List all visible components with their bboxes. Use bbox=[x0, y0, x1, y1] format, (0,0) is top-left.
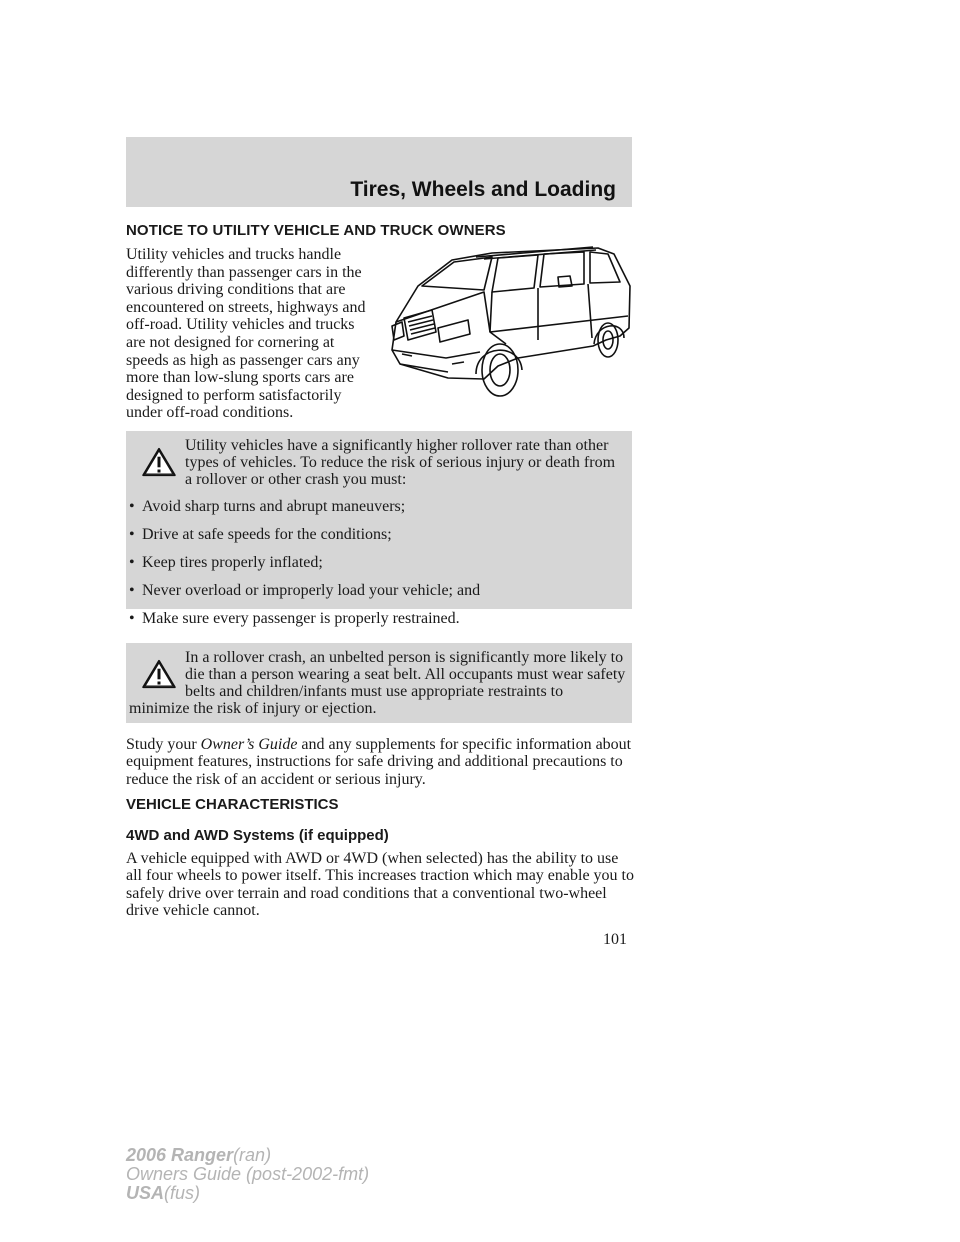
section-title: Tires, Wheels and Loading bbox=[350, 178, 616, 201]
notice-text: Utility vehicles and trucks handle differently than passenger cars in the various driving conditions that are encountered on streets, highways and off-road. Utility vehicles and trucks are not designed for cornering at speeds as high as passenger cars any more than low-slung sports cars are designed to perform satisfactorily under off-road conditions. bbox=[126, 246, 366, 422]
rollover-warning-list bbox=[129, 498, 626, 627]
seatbelt-warning-box bbox=[126, 643, 632, 723]
header-band bbox=[126, 137, 632, 207]
rollover-warning-text: Utility vehicles have a significantly higher rollover rate than other types of vehicles. To reduce the risk of serious injury or death from a rollover or other crash you must: bbox=[185, 437, 616, 488]
rollover-warning-box bbox=[126, 431, 632, 627]
notice-heading: NOTICE TO UTILITY VEHICLE AND TRUCK OWNERS bbox=[126, 222, 506, 239]
list-item: • Make sure every passenger is properly restrained. bbox=[129, 610, 626, 627]
footer-guide-format: Owners Guide (post-2002-fmt) bbox=[126, 1164, 370, 1184]
vehicle-characteristics-heading: VEHICLE CHARACTERISTICS bbox=[126, 796, 339, 813]
study-paragraph bbox=[126, 736, 636, 788]
page-number: 101 bbox=[603, 931, 627, 948]
study-prefix: Study your bbox=[126, 736, 201, 753]
document-footer bbox=[126, 1146, 369, 1203]
warning-triangle-icon bbox=[139, 447, 179, 477]
awd-paragraph: A vehicle equipped with AWD or 4WD (when selected) has the ability to use all four wheels to power itself. This increases traction which may enable you to safely drive over terrain and road conditions that a conventional two-wheel drive vehicle cannot. bbox=[126, 850, 634, 920]
warning-triangle-icon bbox=[139, 659, 179, 689]
seatbelt-warning-text: In a rollover crash, an unbelted person is significantly more likely to die than a person wearing a seat belt. All occupants must wear safety belts and children/infants must use appropriate restraints to minimize the risk of injury or ejection. bbox=[129, 649, 626, 717]
awd-subheading: 4WD and AWD Systems (if equipped) bbox=[126, 827, 389, 844]
list-item: • Drive at safe speeds for the conditions; bbox=[129, 526, 626, 543]
owners-guide-title: Owner’s Guide bbox=[200, 736, 298, 753]
study-suffix: and any supplements for specific information about equipment features, instructions for safe driving and additional precautions to reduce the risk of an accident or serious injury. bbox=[126, 736, 632, 788]
suv-illustration bbox=[388, 246, 634, 398]
list-item: • Never overload or improperly load your vehicle; and bbox=[129, 582, 626, 599]
list-item: • Avoid sharp turns and abrupt maneuvers; bbox=[129, 498, 626, 515]
footer-model: 2006 Ranger bbox=[126, 1145, 234, 1165]
footer-market: USA bbox=[126, 1183, 165, 1203]
footer-model-code: (ran) bbox=[233, 1145, 272, 1165]
list-item: • Keep tires properly inflated; bbox=[129, 554, 626, 571]
footer-market-code: (fus) bbox=[164, 1183, 201, 1203]
